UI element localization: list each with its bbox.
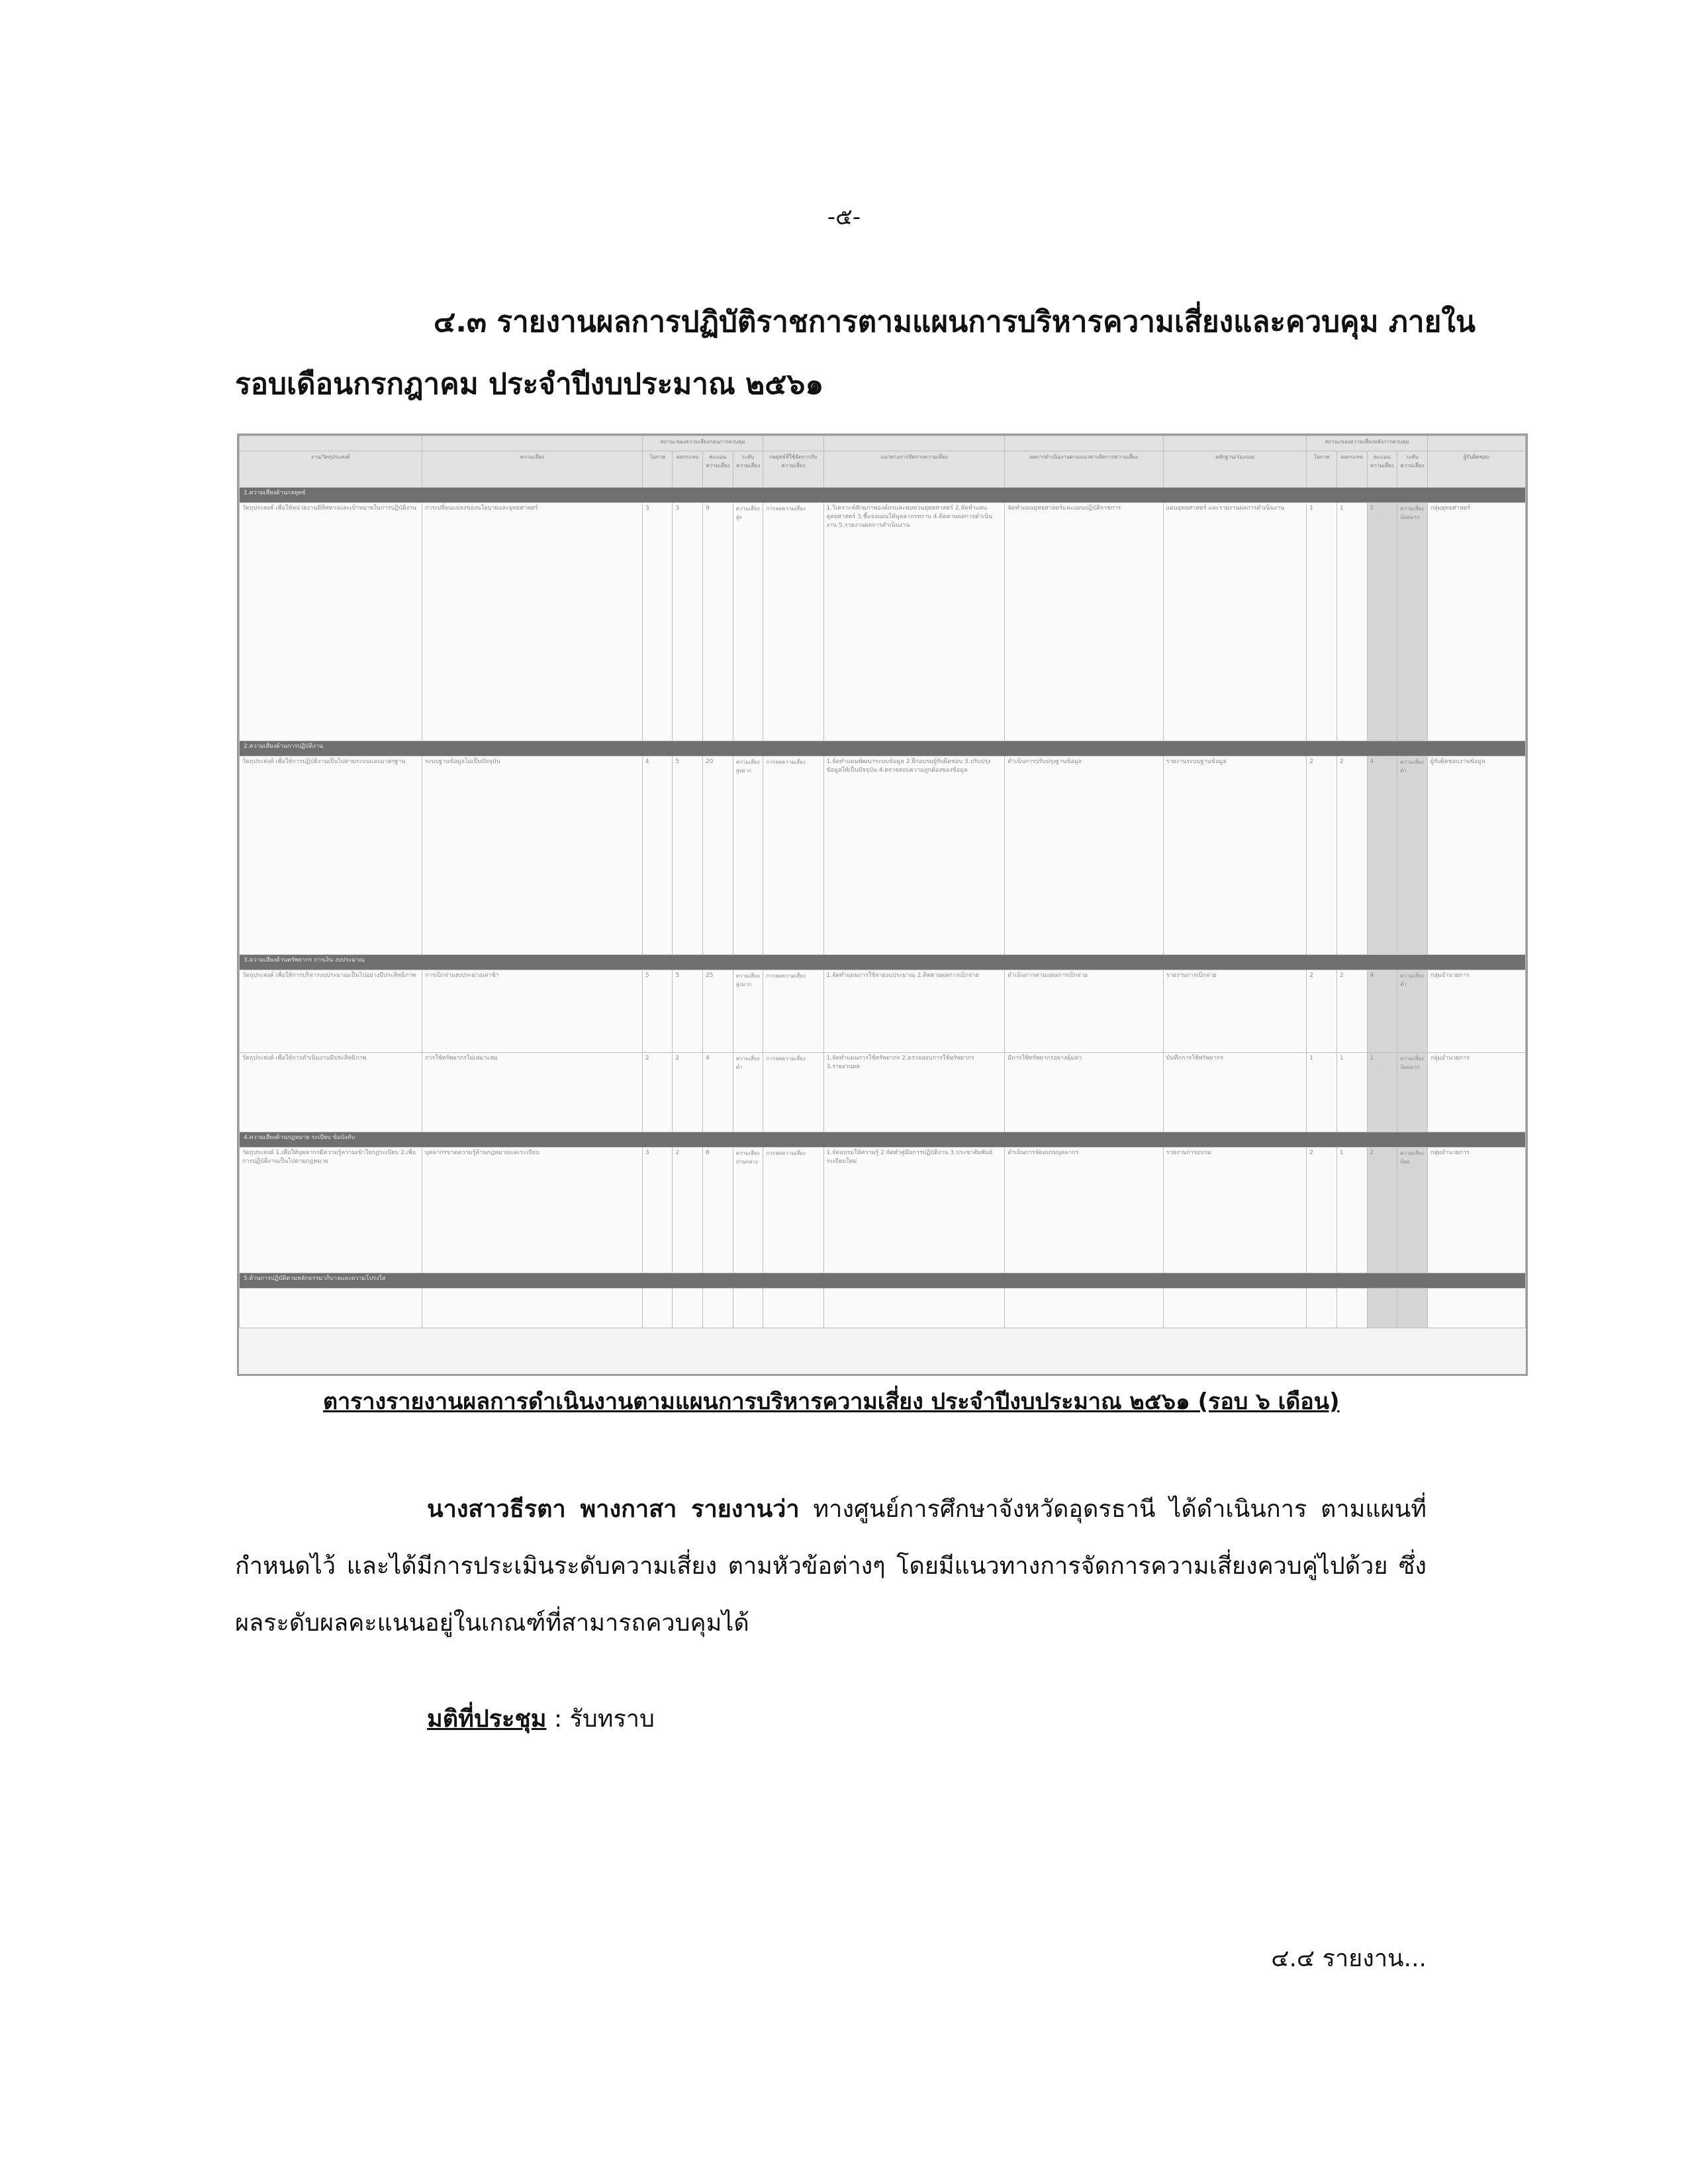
cell-task: วัตถุประสงค์ เพื่อให้การบริหารงบประมาณเป็นไปอย่างมีประสิทธิภาพ	[240, 970, 422, 1053]
resolution-label: มติที่ประชุม	[427, 1706, 547, 1733]
cell-score: 4	[703, 1053, 733, 1132]
cell-likelihood: 2	[642, 1053, 673, 1132]
cell-plan: 1.วิเคราะห์ศักยภาพองค์กรและทบทวนยุทธศาสตร์ 2.จัดทำแผนยุทธศาสตร์ 3.ชี้แจงแผนให้บุคลากรทราบ 4.ติดตามผลการดำเนินงาน 5.รายงานผลการดำเนินงาน	[823, 503, 1005, 741]
cell-strategy: การลดความเสี่ยง	[763, 1053, 823, 1132]
cell-task: วัตถุประสงค์ เพื่อให้หน่วยงานมีทิศทางและเป้าหมายในการปฏิบัติงาน	[240, 503, 422, 741]
header-blank-3	[763, 436, 823, 451]
cell-score-after: 2	[1367, 1148, 1397, 1273]
cell-evidence: รายงานระบบฐานข้อมูล	[1163, 756, 1307, 955]
section-heading	[235, 291, 1476, 416]
cell-empty	[1307, 1289, 1337, 1328]
cell-score-after: 1	[1367, 1053, 1397, 1132]
cell-strategy: การลดความเสี่ยง	[763, 970, 823, 1053]
section-title: 4.ความเสี่ยงด้านกฎหมาย ระเบียบ ข้อบังคับ	[240, 1132, 1526, 1148]
cell-level: ความเสี่ยงต่ำ	[733, 1053, 763, 1132]
cell-plan: 1.จัดอบรมให้ความรู้ 2.จัดทำคู่มือการปฏิบัติงาน 3.ประชาสัมพันธ์ระเบียบใหม่	[823, 1148, 1005, 1273]
cell-risk: การเบิกจ่ายงบประมาณล่าช้า	[422, 970, 642, 1053]
cell-impact-after: 1	[1336, 503, 1367, 741]
cell-impact: 5	[673, 970, 703, 1053]
reporter-name: นางสาวธีรตา พางกาสา รายงานว่า	[427, 1496, 800, 1523]
table-caption: ตารางรายงานผลการดำเนินงานตามแผนการบริหารความเสี่ยง ประจำปีงบประมาณ ๒๕๖๑ (รอบ ๖ เดือน)	[323, 1388, 1340, 1415]
cell-likelihood-after: 2	[1307, 756, 1337, 955]
column-header: คะแนนความเสี่ยง	[703, 451, 733, 488]
column-header: ระดับความเสี่ยง	[1397, 451, 1428, 488]
page-number: -๕-	[827, 204, 861, 230]
column-header: ผลกระทบ	[1336, 451, 1367, 488]
cell-result: ดำเนินการตามแผนการเบิกจ่าย	[1005, 970, 1163, 1053]
header-blank-5	[1005, 436, 1163, 451]
cell-impact-after: 2	[1336, 756, 1367, 955]
cell-impact-after: 1	[1336, 1148, 1367, 1273]
cell-level-after: ความเสี่ยงต่ำ	[1397, 756, 1428, 955]
cell-score: 25	[703, 970, 733, 1053]
cell-empty	[763, 1289, 823, 1328]
cell-level-after: ความเสี่ยงต่ำ	[1397, 970, 1428, 1053]
heading-line-1: ๔.๓ รายงานผลการปฏิบัติราชการตามแผนการบริหารความเสี่ยงและควบคุม ภายใน	[434, 305, 1476, 339]
cell-score: 6	[703, 1148, 733, 1273]
cell-score: 20	[703, 756, 733, 955]
cell-owner: กลุ่มอำนวยการ	[1427, 970, 1525, 1053]
cell-impact-after: 2	[1336, 970, 1367, 1053]
section-title: 2.ความเสี่ยงด้านการปฏิบัติงาน	[240, 741, 1526, 756]
cell-strategy: การลดความเสี่ยง	[763, 503, 823, 741]
cell-risk: การเปลี่ยนแปลงของนโยบายและยุทธศาสตร์	[422, 503, 642, 741]
cell-level-after: ความเสี่ยงน้อยมาก	[1397, 503, 1428, 741]
cell-likelihood: 3	[642, 503, 673, 741]
risk-report-table	[239, 435, 1526, 1328]
cell-task: วัตถุประสงค์ เพื่อให้การปฏิบัติงานเป็นไปตามระบบและมาตรฐาน	[240, 756, 422, 955]
cell-empty	[823, 1289, 1005, 1328]
header-blank-7	[1427, 436, 1525, 451]
cell-plan: 1.จัดทำแผนการใช้จ่ายงบประมาณ 2.ติดตามผลการเบิกจ่าย	[823, 970, 1005, 1053]
cell-likelihood-after: 1	[1307, 1053, 1337, 1132]
cell-likelihood-after: 2	[1307, 970, 1337, 1053]
column-header: โอกาส	[1307, 451, 1337, 488]
cell-empty	[1005, 1289, 1163, 1328]
section-title: 1.ความเสี่ยงด้านกลยุทธ์	[240, 488, 1526, 503]
cell-strategy: การลดความเสี่ยง	[763, 756, 823, 955]
cell-empty	[733, 1289, 763, 1328]
cell-empty	[422, 1289, 642, 1328]
column-header: กลยุทธ์ที่ใช้จัดการกับความเสี่ยง	[763, 451, 823, 488]
cell-empty	[642, 1289, 673, 1328]
risk-report-table-scan	[237, 433, 1528, 1376]
header-blank-6	[1163, 436, 1307, 451]
cell-level-after: ความเสี่ยงน้อยมาก	[1397, 1053, 1428, 1132]
cell-task: วัตถุประสงค์ เพื่อให้การดำเนินงานมีประสิทธิภาพ	[240, 1053, 422, 1132]
cell-score: 9	[703, 503, 733, 741]
cell-likelihood: 3	[642, 1148, 673, 1273]
cell-evidence: บันทึกการใช้ทรัพยากร	[1163, 1053, 1307, 1132]
cell-empty	[1367, 1289, 1397, 1328]
paragraph-indent	[235, 1496, 427, 1523]
cell-risk: ระบบฐานข้อมูลไม่เป็นปัจจุบัน	[422, 756, 642, 955]
cell-owner: กลุ่มยุทธศาสตร์	[1427, 503, 1525, 741]
resolution-separator: :	[546, 1706, 570, 1733]
cell-evidence: แผนยุทธศาสตร์ และรายงานผลการดำเนินงาน	[1163, 503, 1307, 741]
cell-result: จัดทำแผนยุทธศาสตร์และแผนปฏิบัติราชการ	[1005, 503, 1163, 741]
cell-level: ความเสี่ยงสูงมาก	[733, 756, 763, 955]
report-paragraph	[235, 1481, 1427, 1652]
column-header: ผลกระทบ	[673, 451, 703, 488]
header-group-before: สถานะของความเสี่ยงก่อนการควบคุม	[642, 436, 763, 451]
cell-owner: ผู้รับผิดชอบงานข้อมูล	[1427, 756, 1525, 955]
header-group-after: สถานะของความเสี่ยงหลังการควบคุม	[1307, 436, 1427, 451]
meeting-resolution	[427, 1700, 655, 1737]
cell-result: ดำเนินการปรับปรุงฐานข้อมูล	[1005, 756, 1163, 955]
cell-empty	[1163, 1289, 1307, 1328]
column-header: ระดับความเสี่ยง	[733, 451, 763, 488]
header-blank-1	[240, 436, 422, 451]
cell-impact: 2	[673, 1148, 703, 1273]
cell-empty	[240, 1289, 422, 1328]
cell-likelihood-after: 2	[1307, 1148, 1337, 1273]
cell-likelihood-after: 1	[1307, 503, 1337, 741]
cell-result: มีการใช้ทรัพยากรอย่างคุ้มค่า	[1005, 1053, 1163, 1132]
cell-impact: 3	[673, 503, 703, 741]
header-blank-4	[823, 436, 1005, 451]
cell-impact-after: 1	[1336, 1053, 1367, 1132]
cell-strategy: การลดความเสี่ยง	[763, 1148, 823, 1273]
cell-owner: กลุ่มอำนวยการ	[1427, 1053, 1525, 1132]
cell-risk: บุคลากรขาดความรู้ด้านกฎหมายและระเบียบ	[422, 1148, 642, 1273]
cell-owner: กลุ่มอำนวยการ	[1427, 1148, 1525, 1273]
next-page-continuation: ๔.๔ รายงาน...	[1271, 1945, 1427, 1972]
heading-line-2: รอบเดือนกรกฎาคม ประจำปีงบประมาณ ๒๕๖๑	[235, 367, 824, 401]
header-blank-2	[422, 436, 642, 451]
column-header: ผลการดำเนินงานตามแนวทางจัดการความเสี่ยง	[1005, 451, 1163, 488]
cell-empty	[1397, 1289, 1428, 1328]
cell-result: ดำเนินการจัดอบรมบุคลากร	[1005, 1148, 1163, 1273]
column-header: ความเสี่ยง	[422, 451, 642, 488]
cell-risk: การใช้ทรัพยากรไม่เหมาะสม	[422, 1053, 642, 1132]
cell-empty	[673, 1289, 703, 1328]
cell-likelihood: 4	[642, 756, 673, 955]
section-title: 5.ด้านการปฏิบัติตามหลักธรรมาภิบาลและความโปร่งใส	[240, 1273, 1526, 1289]
cell-plan: 1.จัดทำแผนพัฒนาระบบข้อมูล 2.ฝึกอบรมผู้รับผิดชอบ 3.ปรับปรุงข้อมูลให้เป็นปัจจุบัน 4.ตรวจสอบความถูกต้องของข้อมูล	[823, 756, 1005, 955]
resolution-value: รับทราบ	[569, 1706, 655, 1733]
column-header: โอกาส	[642, 451, 673, 488]
cell-impact: 5	[673, 756, 703, 955]
cell-likelihood: 5	[642, 970, 673, 1053]
cell-score-after: 1	[1367, 503, 1397, 741]
cell-task: วัตถุประสงค์ 1.เพื่อให้บุคลากรมีความรู้ความเข้าใจกฎระเบียบ 2.เพื่อการปฏิบัติงานเป็นไปตามกฎหมาย	[240, 1148, 422, 1273]
cell-score-after: 4	[1367, 756, 1397, 955]
cell-empty	[1336, 1289, 1367, 1328]
cell-evidence: รายงานการอบรม	[1163, 1148, 1307, 1273]
column-header: คะแนนความเสี่ยง	[1367, 451, 1397, 488]
column-header: แนวทางการจัดการความเสี่ยง	[823, 451, 1005, 488]
cell-level: ความเสี่ยงปานกลาง	[733, 1148, 763, 1273]
column-header: ผู้รับผิดชอบ	[1427, 451, 1525, 488]
cell-level-after: ความเสี่ยงน้อย	[1397, 1148, 1428, 1273]
cell-empty	[703, 1289, 733, 1328]
column-header: หลักฐาน/ร่องรอย	[1163, 451, 1307, 488]
cell-plan: 1.จัดทำแผนการใช้ทรัพยากร 2.ตรวจสอบการใช้ทรัพยากร 3.รายงานผล	[823, 1053, 1005, 1132]
cell-level: ความเสี่ยงสูงมาก	[733, 970, 763, 1053]
cell-empty	[1427, 1289, 1525, 1328]
cell-evidence: รายงานการเบิกจ่าย	[1163, 970, 1307, 1053]
column-header: งาน/วัตถุประสงค์	[240, 451, 422, 488]
paragraph-text-1: ทางศูนย์การศึกษาจังหวัดอุดรธานี ได้ดำเนินการ	[799, 1496, 1307, 1523]
cell-score-after: 4	[1367, 970, 1397, 1053]
paragraph-text-2: ตามแผนที่กำหนดไว้ และได้มีการประเมินระดับความเสี่ยง ตามหัวข้อต่างๆ โดยมีแนวทางการจัดการความเสี่ยงควบคู่ไปด้วย ซึ่งผลระดับผลคะแนนอยู่ในเกณฑ์ที่สามารถควบคุมได้	[235, 1496, 1427, 1637]
cell-level: ความเสี่ยงสูง	[733, 503, 763, 741]
section-title: 3.ความเสี่ยงด้านทรัพยากร การเงิน งบประมาณ	[240, 955, 1526, 970]
cell-impact: 2	[673, 1053, 703, 1132]
